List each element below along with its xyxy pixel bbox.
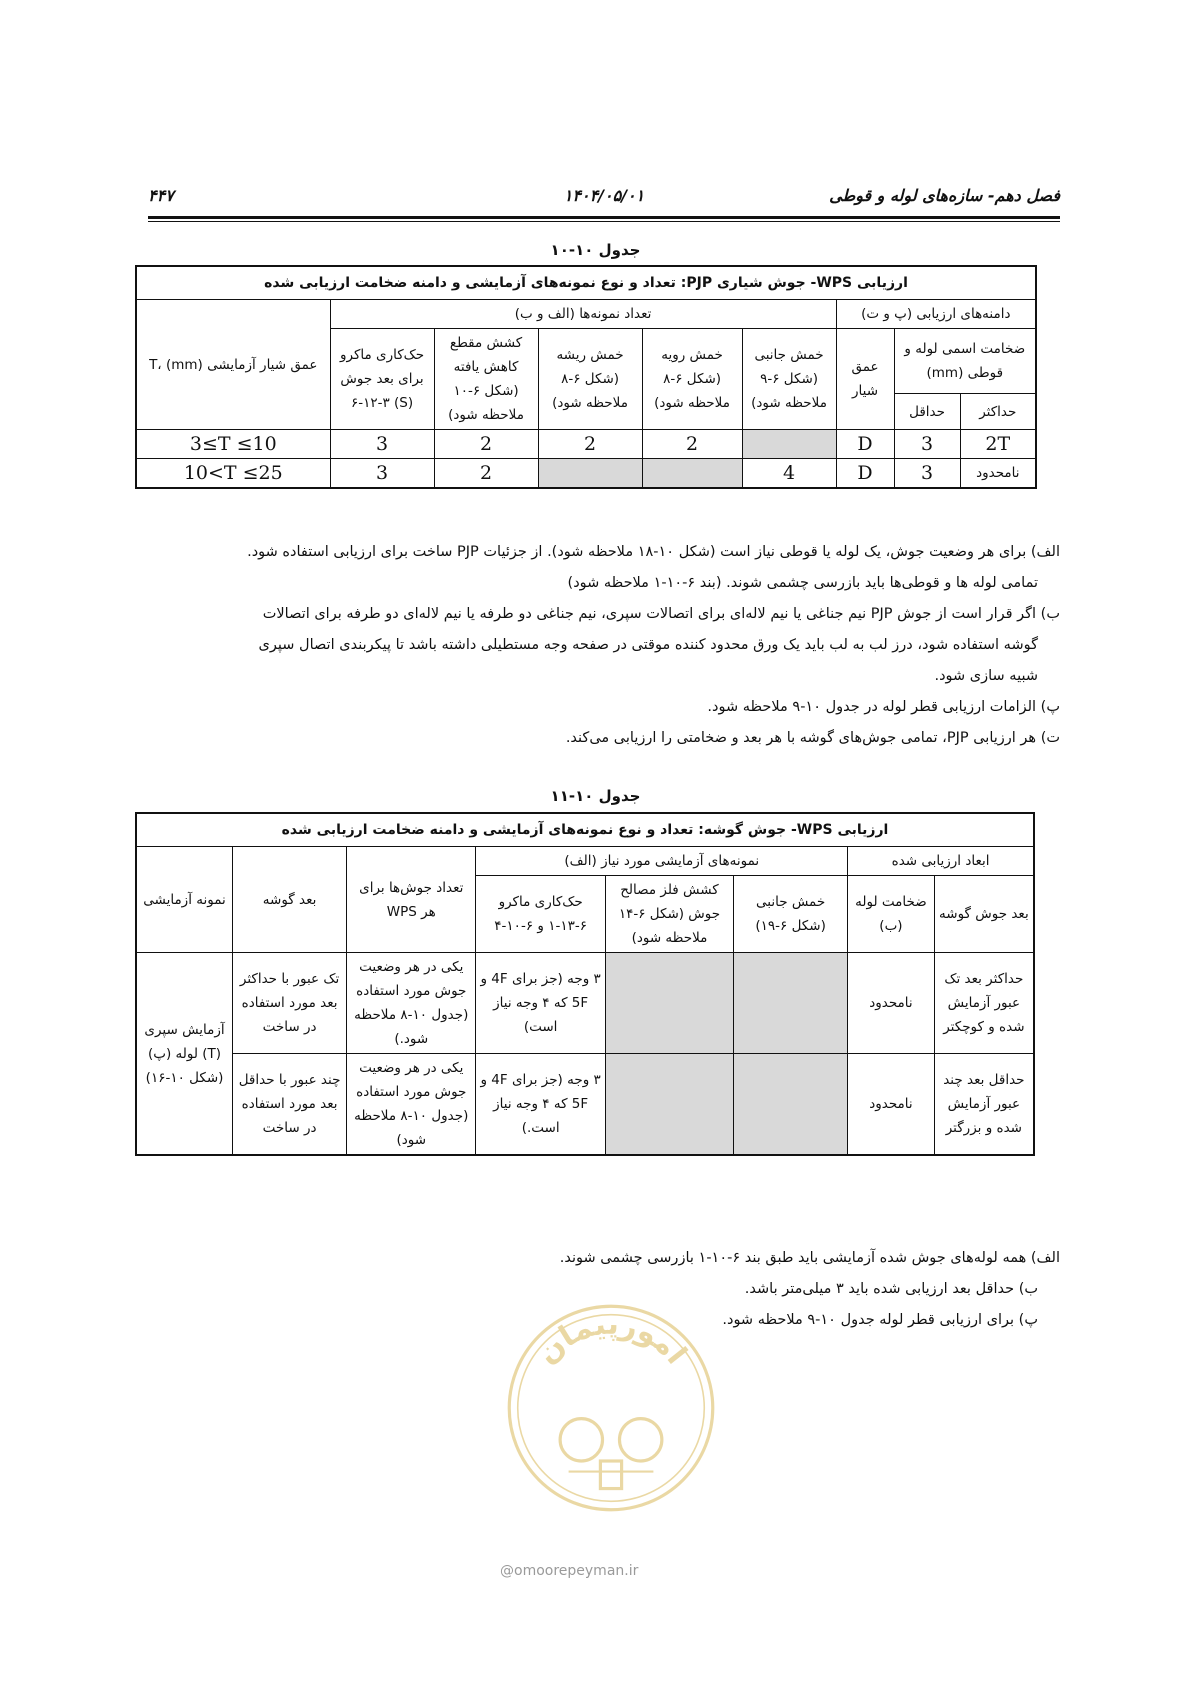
table1-cell-tension: 2: [434, 459, 538, 489]
table1-max-header: حداکثر: [960, 394, 1036, 430]
table-10-10: [135, 265, 1037, 489]
table1-macro-etch-header: حک‌کاری ماکرو برای بعد جوش (S) ۶-۱۲-۳: [330, 329, 434, 430]
table1-notes: [120, 537, 1060, 754]
table1-title: ارزیابی WPS- جوش شیاری PJP: تعداد و نوع نمونه‌های آزمایشی و دامنه ضخامت ارزیابی شده: [136, 266, 1036, 300]
header-rule-thin: [148, 221, 1060, 222]
table2-cell-tension-na: [605, 1054, 733, 1156]
table2-group-required: نمونه‌های آزمایشی مورد نیاز (الف): [476, 847, 848, 876]
table2-cell-fillet: چند عبور با حداقل بعد مورد استفاده در ساخت: [233, 1054, 347, 1156]
table1-min-header: حداقل: [894, 394, 960, 430]
table2-welds-per-wps-header: تعداد جوش‌ها برای هر WPS: [347, 847, 476, 953]
table2-group-qualified: ابعاد ارزیابی شده: [848, 847, 1034, 876]
table2-all-weld-tension-header: کشش فلز مصالح جوش (شکل ۶-۱۴ ملاحظه شود): [605, 876, 733, 953]
svg-text:امورپیمان: [529, 1306, 694, 1371]
table1-cell-side-bend: 4: [742, 459, 836, 489]
table1-cell-max: نامحدود: [960, 459, 1036, 489]
chapter-title: فصل دهم- سازه‌های لوله و قوطی: [829, 186, 1060, 205]
table1-cell-root-bend-na: [538, 459, 642, 489]
watermark-site: @omoorepeyman.ir: [500, 1563, 639, 1579]
table2-caption: جدول ۱۰-۱۱: [550, 787, 641, 805]
table2-macro-etch-header: حک‌کاری ماکرو ۶-۱۳-۱ و ۶-۱۰-۴: [476, 876, 605, 953]
table1-cell-face-bend: 2: [642, 430, 742, 459]
table1-group-specimens: تعداد نمونه‌ها (الف و ب): [330, 300, 836, 329]
table1-cell-macro: 3: [330, 459, 434, 489]
header-rule: [148, 216, 1060, 219]
header-date: ۱۴۰۴/۰۵/۰۱: [563, 186, 645, 205]
note-line: تمامی لوله ها و قوطی‌ها باید بازرسی چشمی شوند. (بند ۶-۱۰-۱ ملاحظه شود): [567, 575, 1038, 591]
table2-cell-welds: یکی در هر وضعیت جوش مورد استفاده (جدول ۱۰-۸ ملاحظه شود): [347, 1054, 476, 1156]
table1-cell-side-bend-na: [742, 430, 836, 459]
note-line: شبیه سازی شود.: [934, 668, 1038, 684]
table1-cell-depth: D: [836, 430, 894, 459]
table2-cell-tension-na: [605, 953, 733, 1054]
table1-cell-min: 3: [894, 459, 960, 489]
page-number: ۴۴۷: [148, 186, 174, 205]
table-row: [136, 459, 1036, 489]
table1-cell-tension: 2: [434, 430, 538, 459]
table1-cell-macro: 3: [330, 430, 434, 459]
note-line: پ) برای ارزیابی قطر لوله جدول ۱۰-۹ ملاحظه شود.: [722, 1312, 1038, 1328]
table2-cell-side-bend-na: [734, 953, 848, 1054]
table1-cell-max: 2T: [960, 430, 1036, 459]
table2-cell-welds: یکی در هر وضعیت جوش مورد استفاده (جدول ۱۰-۸ ملاحظه شود.): [347, 953, 476, 1054]
table2-cell-specimen: آزمایش سپری (T) لوله (پ) (شکل ۱۰-۱۶): [136, 953, 233, 1156]
page-header: [148, 186, 1060, 208]
table1-nominal-thickness-header: ضخامت اسمی لوله و قوطی (mm): [894, 329, 1036, 394]
table-10-11: [135, 812, 1035, 1156]
table2-cell-macro: ۳ وجه (جز برای 4F و 5F که ۴ وجه نیاز است): [476, 953, 605, 1054]
table1-cell-range: 3≤T ≤10: [136, 430, 330, 459]
table1-cell-depth: D: [836, 459, 894, 489]
note-line: پ) الزامات ارزیابی قطر لوله در جدول ۱۰-۹ ملاحظه شود.: [707, 699, 1060, 715]
table-row: [136, 953, 1034, 1054]
table2-fillet-weld-size-header: بعد جوش گوشه: [934, 876, 1034, 953]
note-line: ب) حداقل بعد ارزیابی شده باید ۳ میلی‌متر باشد.: [744, 1281, 1038, 1297]
table1-group-qualification: دامنه‌های ارزیابی (پ و ت): [836, 300, 1036, 329]
table1-cell-min: 3: [894, 430, 960, 459]
table1-groove-depth-header: عمق شیار: [836, 329, 894, 430]
table1-reduced-tension-header: کشش مقطع کاهش یافته (شکل ۶-۱۰ ملاحظه شود): [434, 329, 538, 430]
table2-cell-macro: ۳ وجه (جز برای 4F و 5F که ۴ وجه نیاز است.): [476, 1054, 605, 1156]
table2-pipe-thickness-header: ضخامت لوله (ب): [848, 876, 935, 953]
note-line: ب) اگر قرار است از جوش PJP نیم جناغی یا نیم لاله‌ای برای اتصالات سپری، نیم جناغی دو طرفه یا نیم لاله‌ای دو طرفه برای اتصالات: [262, 606, 1060, 622]
note-line: الف) همه لوله‌های جوش شده آزمایشی باید طبق بند ۶-۱۰-۱ بازرسی چشمی شوند.: [559, 1250, 1060, 1266]
table2-title: ارزیابی WPS- جوش گوشه: تعداد و نوع نمونه‌های آزمایشی و دامنه ضخامت ارزیابی شده: [136, 813, 1034, 847]
watermark-seal-icon: [505, 1302, 717, 1514]
note-line: ت) هر ارزیابی PJP، تمامی جوش‌های گوشه با هر بعد و ضخامتی را ارزیابی می‌کند.: [565, 730, 1060, 746]
table2-test-specimen-header: نمونه آزمایشی: [136, 847, 233, 953]
table2-cell-size: حداقل بعد چند عبور آزمایش شده و بزرگتر: [934, 1054, 1034, 1156]
table1-caption: جدول ۱۰-۱۰: [550, 241, 641, 259]
table1-cell-range: 10<T ≤25: [136, 459, 330, 489]
table1-side-bend-header: خمش جانبی (شکل ۶-۹ ملاحظه شود): [742, 329, 836, 430]
table-row: [136, 430, 1036, 459]
note-line: الف) برای هر وضعیت جوش، یک لوله یا قوطی نیاز است (شکل ۱۰-۱۸ ملاحظه شود). از جزئیات PJP ساخت برای ارزیابی استفاده شود.: [247, 544, 1060, 560]
table1-root-bend-header: خمش ریشه (شکل ۶-۸ ملاحظه شود): [538, 329, 642, 430]
table-row: [136, 1054, 1034, 1156]
table2-cell-size: حداکثر بعد تک عبور آزمایش شده و کوچکتر: [934, 953, 1034, 1054]
table1-test-groove-depth-header: عمق شیار آزمایشی T، (mm): [136, 300, 330, 430]
watermark-seal-text: امورپیمان: [528, 1305, 695, 1371]
table2-cell-thickness: نامحدود: [848, 1054, 935, 1156]
table2-cell-side-bend-na: [734, 1054, 848, 1156]
note-line: گوشه استفاده شود، درز لب به لب باید یک ورق محدود کننده موقتی در صفحه وجه مستطیلی داشته باشد تا پیکربندی اتصال سپری: [258, 637, 1038, 653]
table1-cell-face-bend-na: [642, 459, 742, 489]
table1-cell-root-bend: 2: [538, 430, 642, 459]
table1-face-bend-header: خمش رویه (شکل ۶-۸ ملاحظه شود): [642, 329, 742, 430]
table2-cell-thickness: نامحدود: [848, 953, 935, 1054]
table2-side-bend-header: خمش جانبی (شکل ۶-۱۹): [734, 876, 848, 953]
table2-cell-fillet: تک عبور با حداکثر بعد مورد استفاده در ساخت: [233, 953, 347, 1054]
table2-fillet-size-header: بعد گوشه: [233, 847, 347, 953]
